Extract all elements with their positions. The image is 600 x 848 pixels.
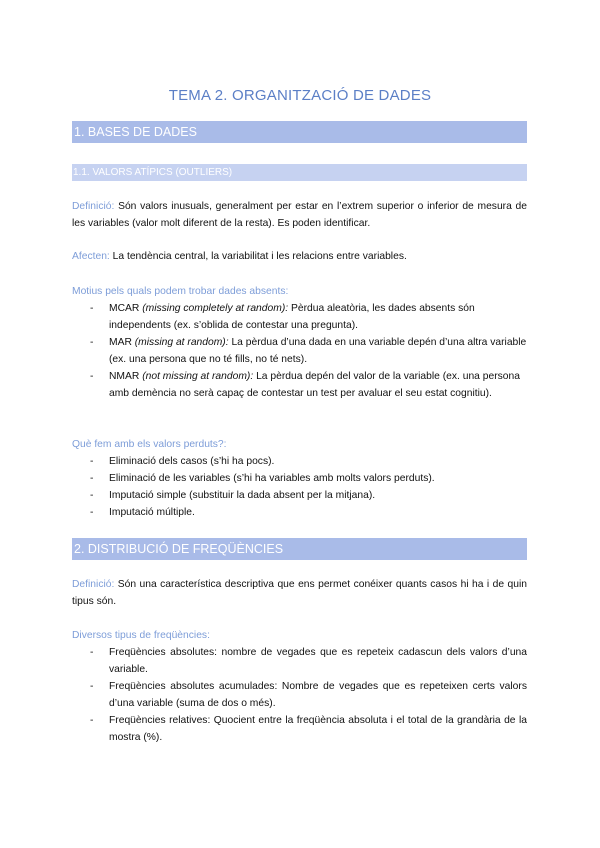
dash-bullet: - [90,490,94,501]
definition-text: Són una característica descriptiva que ens permet conéixer quants casos hi ha i de quin tipus són. [72,579,527,607]
definition-frequencies [72,576,527,610]
lost-values-list [72,453,527,521]
section-heading-distribucio-frequencies: 2. DISTRIBUCIÓ DE FREQÜÈNCIES [72,538,527,560]
motive-text: La pèrdua depén del valor de la variable (ex. una persona amb demència no serà capaç de contestar un test per avaluar el seu estat cognitiu). [109,371,520,399]
dash-bullet: - [90,507,94,518]
list-item [72,470,527,487]
list-item-text: Freqüències absolutes acumulades: Nombre de vegades que es repeteixen certs valors d’una variable (suma de dos o més). [109,681,527,709]
motive-em: (missing completely at random): [142,303,289,314]
list-item-text: Eliminació de les variables (s’hi ha variables amb molts valors perduts). [109,473,435,484]
list-item [72,644,527,678]
frequency-types-list [72,644,527,746]
lost-values-label: Què fem amb els valors perduts?: [72,439,227,450]
motive-em: (not missing at random): [142,371,254,382]
list-item [72,712,527,746]
page-title: TEMA 2. ORGANITZACIÓ DE DADES [168,87,432,104]
list-item-text: Imputació múltiple. [109,507,195,518]
list-item [72,504,527,521]
list-item [72,487,527,504]
motive-em: (missing at random): [134,337,229,348]
motive-name: MAR [109,337,135,348]
motives-label: Motius pels quals podem trobar dades absents: [72,286,289,297]
list-item-mcar [72,300,527,334]
section-heading-bases-de-dades: 1. BASES DE DADES [72,121,527,143]
list-item [72,678,527,712]
dash-bullet: - [90,371,94,382]
definition-text: Són valors inusuals, generalment per estar en l’extrem superior o inferior de mesura de les variables (valor molt diferent de la resta). Es poden identificar. [72,201,527,229]
list-item-text: Freqüències absolutes: nombre de vegades que es repeteix cadascun dels valors d’una variable. [109,647,527,675]
definition-label: Definició: [72,579,115,590]
motive-name: NMAR [109,371,143,382]
affect-paragraph [72,248,527,265]
affect-text: La tendència central, la variabilitat i les relacions entre variables. [109,251,407,262]
motive-text: La pèrdua d’una dada en una variable depén d’una altra variable (ex. una persona que no té fills, no té nets). [109,337,527,365]
dash-bullet: - [90,715,94,726]
list-item-mar [72,334,527,368]
list-item-text: Eliminació dels casos (s’hi ha pocs). [109,456,275,467]
list-item [72,453,527,470]
frequency-types-label: Diversos tipus de freqüències: [72,630,210,641]
dash-bullet: - [90,681,94,692]
definition-outliers [72,198,527,232]
motive-name: MCAR [109,303,143,314]
list-item-text: Freqüències relatives: Quocient entre la freqüència absoluta i el total de la grandària de la mostra (%). [109,715,527,743]
dash-bullet: - [90,303,94,314]
dash-bullet: - [90,473,94,484]
definition-label: Definició: [72,201,115,212]
dash-bullet: - [90,337,94,348]
list-item-text: Imputació simple (substituir la dada absent per la mitjana). [109,490,376,501]
dash-bullet: - [90,647,94,658]
dash-bullet: - [90,456,94,467]
motives-list [72,300,527,402]
motive-text: Pèrdua aleatòria, les dades absents són independents (ex. s’oblida de contestar una pregunta). [109,303,475,331]
list-item-nmar [72,368,527,402]
affect-label: Afecten: [72,251,110,262]
subsection-heading-valors-atipics: 1.1. VALORS ATÍPICS (OUTLIERS) [72,164,527,181]
